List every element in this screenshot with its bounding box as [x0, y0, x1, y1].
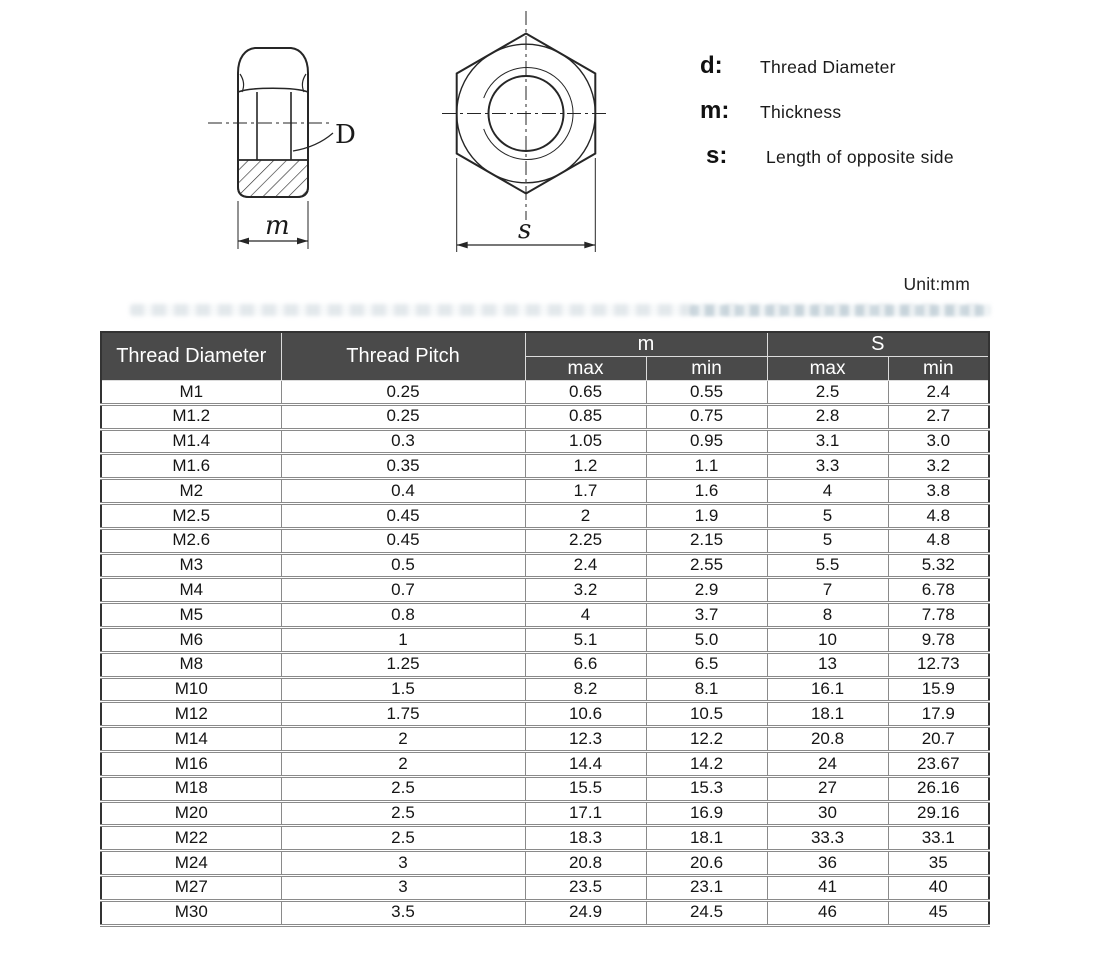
blurred-watermark-text-right [690, 305, 990, 316]
cell-value: 2.4 [888, 381, 989, 405]
cell-thread-diameter: M4 [101, 578, 281, 603]
table-row [101, 454, 989, 479]
table-row [101, 553, 989, 578]
cell-thread-diameter: M2 [101, 479, 281, 504]
cell-value: 4.8 [888, 503, 989, 528]
cell-value: 17.1 [525, 801, 646, 826]
cell-value: 4 [767, 479, 888, 504]
cell-value: 2.7 [888, 404, 989, 429]
table-row [101, 900, 989, 925]
cell-value: 12.2 [646, 727, 767, 752]
cell-value: 0.35 [281, 454, 525, 479]
cell-value: 2 [281, 751, 525, 776]
table-row [101, 627, 989, 652]
facet-curve-left [240, 74, 244, 92]
cell-value: 30 [767, 801, 888, 826]
cell-value: 26.16 [888, 776, 989, 801]
cell-value: 1.1 [646, 454, 767, 479]
cell-value: 3.7 [646, 603, 767, 628]
cell-value: 10 [767, 627, 888, 652]
cell-value: 5 [767, 503, 888, 528]
cell-value: 15.3 [646, 776, 767, 801]
cell-value: 10.6 [525, 702, 646, 727]
cell-value: 1.25 [281, 652, 525, 677]
cell-value: 2.55 [646, 553, 767, 578]
cell-value: 1 [281, 627, 525, 652]
cell-value: 36 [767, 851, 888, 876]
header-m-min: min [646, 357, 767, 381]
facet-curve-right [302, 74, 306, 92]
cell-value: 1.9 [646, 503, 767, 528]
cell-value: 23.5 [525, 875, 646, 900]
cell-thread-diameter: M24 [101, 851, 281, 876]
cell-value: 0.5 [281, 553, 525, 578]
cell-thread-diameter: M1.4 [101, 429, 281, 454]
cell-value: 24.9 [525, 900, 646, 925]
arrowhead-right [297, 238, 308, 245]
cell-value: 10.5 [646, 702, 767, 727]
cell-thread-diameter: M20 [101, 801, 281, 826]
cell-value: 12.3 [525, 727, 646, 752]
table-row [101, 429, 989, 454]
table-row [101, 826, 989, 851]
table-row [101, 851, 989, 876]
cell-value: 18.1 [767, 702, 888, 727]
cell-value: 3.8 [888, 479, 989, 504]
chamfer-line [238, 88, 308, 92]
cell-value: 0.4 [281, 479, 525, 504]
hex-nut-top-view-drawing [438, 8, 618, 260]
table-row [101, 528, 989, 553]
cell-thread-diameter: M1.2 [101, 404, 281, 429]
header-group-s: S [767, 332, 989, 357]
cell-value: 1.5 [281, 677, 525, 702]
cell-value: 15.9 [888, 677, 989, 702]
cell-value: 40 [888, 875, 989, 900]
cell-value: 20.6 [646, 851, 767, 876]
table-row [101, 751, 989, 776]
cell-thread-diameter: M2.6 [101, 528, 281, 553]
cell-value: 6.5 [646, 652, 767, 677]
cell-thread-diameter: M30 [101, 900, 281, 925]
cell-value: 20.8 [767, 727, 888, 752]
cell-value: 12.73 [888, 652, 989, 677]
cell-value: 1.2 [525, 454, 646, 479]
cell-thread-diameter: M6 [101, 627, 281, 652]
cell-value: 1.05 [525, 429, 646, 454]
cell-thread-diameter: M1.6 [101, 454, 281, 479]
leader-line [293, 133, 333, 151]
thickness-dim-label: m [265, 211, 290, 241]
cell-value: 3.1 [767, 429, 888, 454]
table-row [101, 677, 989, 702]
legend-label-d: Thread Diameter [760, 57, 896, 77]
cell-thread-diameter: M2.5 [101, 503, 281, 528]
header-group-m: m [525, 332, 767, 357]
table-row [101, 702, 989, 727]
cell-value: 0.85 [525, 404, 646, 429]
cell-value: 3.0 [888, 429, 989, 454]
cell-value: 2.5 [281, 826, 525, 851]
cell-value: 8 [767, 603, 888, 628]
table-row [101, 404, 989, 429]
table-row [101, 479, 989, 504]
header-thread-diameter: Thread Diameter [101, 332, 281, 381]
cell-value: 23.1 [646, 875, 767, 900]
cell-value: 4.8 [888, 528, 989, 553]
legend-label-m: Thickness [760, 102, 842, 122]
cell-value: 14.4 [525, 751, 646, 776]
cell-value: 0.55 [646, 381, 767, 405]
cell-value: 24.5 [646, 900, 767, 925]
header-m-max: max [525, 357, 646, 381]
cell-value: 0.95 [646, 429, 767, 454]
cell-value: 2.5 [281, 801, 525, 826]
cell-value: 5 [767, 528, 888, 553]
cell-value: 33.3 [767, 826, 888, 851]
cell-value: 1.6 [646, 479, 767, 504]
cell-value: 3 [281, 851, 525, 876]
legend-label-s: Length of opposite side [766, 147, 954, 167]
cell-thread-diameter: M10 [101, 677, 281, 702]
cell-value: 35 [888, 851, 989, 876]
header-thread-pitch: Thread Pitch [281, 332, 525, 381]
cell-value: 2.4 [525, 553, 646, 578]
nut-dimension-table [100, 331, 990, 927]
cell-thread-diameter: M1 [101, 381, 281, 405]
cell-value: 7 [767, 578, 888, 603]
cell-value: 45 [888, 900, 989, 925]
table-row [101, 603, 989, 628]
hex-nut-side-view-drawing [205, 25, 375, 260]
cell-value: 3.2 [888, 454, 989, 479]
legend-item-d [692, 52, 954, 80]
cell-value: 8.2 [525, 677, 646, 702]
cell-value: 6.78 [888, 578, 989, 603]
table-row [101, 776, 989, 801]
cell-value: 3 [281, 875, 525, 900]
cell-value: 2 [281, 727, 525, 752]
table-row [101, 578, 989, 603]
cell-value: 1.75 [281, 702, 525, 727]
cell-value: 23.67 [888, 751, 989, 776]
cell-value: 0.45 [281, 503, 525, 528]
cell-value: 20.8 [525, 851, 646, 876]
cell-value: 15.5 [525, 776, 646, 801]
cell-value: 20.7 [888, 727, 989, 752]
cell-value: 4 [525, 603, 646, 628]
cell-value: 0.25 [281, 381, 525, 405]
arrowhead-left [238, 238, 249, 245]
cell-value: 9.78 [888, 627, 989, 652]
cell-value: 2 [525, 503, 646, 528]
cell-value: 8.1 [646, 677, 767, 702]
cell-value: 2.5 [281, 776, 525, 801]
cell-thread-diameter: M12 [101, 702, 281, 727]
cell-value: 2.15 [646, 528, 767, 553]
header-s-min: min [888, 357, 989, 381]
table-row [101, 801, 989, 826]
cell-value: 18.1 [646, 826, 767, 851]
cell-value: 27 [767, 776, 888, 801]
cell-value: 0.8 [281, 603, 525, 628]
cell-value: 0.25 [281, 404, 525, 429]
cell-value: 2.25 [525, 528, 646, 553]
cell-thread-diameter: M18 [101, 776, 281, 801]
cell-value: 2.5 [767, 381, 888, 405]
cell-value: 13 [767, 652, 888, 677]
table-row [101, 875, 989, 900]
cell-value: 0.3 [281, 429, 525, 454]
bore-diameter-label: D [335, 120, 356, 150]
cell-value: 1.7 [525, 479, 646, 504]
table-body [101, 381, 989, 926]
cell-value: 16.1 [767, 677, 888, 702]
cell-thread-diameter: M5 [101, 603, 281, 628]
cell-thread-diameter: M8 [101, 652, 281, 677]
cell-thread-diameter: M22 [101, 826, 281, 851]
cell-value: 16.9 [646, 801, 767, 826]
cell-value: 7.78 [888, 603, 989, 628]
cell-value: 24 [767, 751, 888, 776]
cell-value: 41 [767, 875, 888, 900]
cell-thread-diameter: M16 [101, 751, 281, 776]
arrowhead-right [584, 242, 595, 249]
header-s-max: max [767, 357, 888, 381]
cell-value: 5.0 [646, 627, 767, 652]
table-header [101, 332, 989, 381]
cell-thread-diameter: M3 [101, 553, 281, 578]
cell-value: 0.7 [281, 578, 525, 603]
cell-value: 0.65 [525, 381, 646, 405]
legend-item-s [692, 142, 954, 170]
cell-value: 18.3 [525, 826, 646, 851]
legend-symbol-m: m: [700, 97, 730, 124]
cell-value: 5.32 [888, 553, 989, 578]
cell-value: 6.6 [525, 652, 646, 677]
cell-value: 5.1 [525, 627, 646, 652]
cell-value: 46 [767, 900, 888, 925]
legend-symbol-d: d: [700, 52, 723, 79]
cell-thread-diameter: M14 [101, 727, 281, 752]
cell-value: 33.1 [888, 826, 989, 851]
table-row [101, 381, 989, 405]
legend-item-m [692, 97, 954, 125]
legend [692, 52, 954, 170]
cell-value: 29.16 [888, 801, 989, 826]
unit-label: Unit:mm [903, 274, 970, 294]
table-row [101, 652, 989, 677]
cell-value: 2.8 [767, 404, 888, 429]
cell-value: 3.3 [767, 454, 888, 479]
cell-thread-diameter: M27 [101, 875, 281, 900]
cell-value: 3.5 [281, 900, 525, 925]
cell-value: 14.2 [646, 751, 767, 776]
cell-value: 5.5 [767, 553, 888, 578]
cell-value: 0.75 [646, 404, 767, 429]
cell-value: 0.45 [281, 528, 525, 553]
cell-value: 3.2 [525, 578, 646, 603]
arrowhead-left [457, 242, 468, 249]
table-row [101, 503, 989, 528]
legend-symbol-s: s: [706, 142, 728, 169]
table-row [101, 727, 989, 752]
across-flats-dim-label: s [518, 215, 532, 245]
cell-value: 17.9 [888, 702, 989, 727]
cell-value: 2.9 [646, 578, 767, 603]
section-hatch [238, 160, 308, 197]
